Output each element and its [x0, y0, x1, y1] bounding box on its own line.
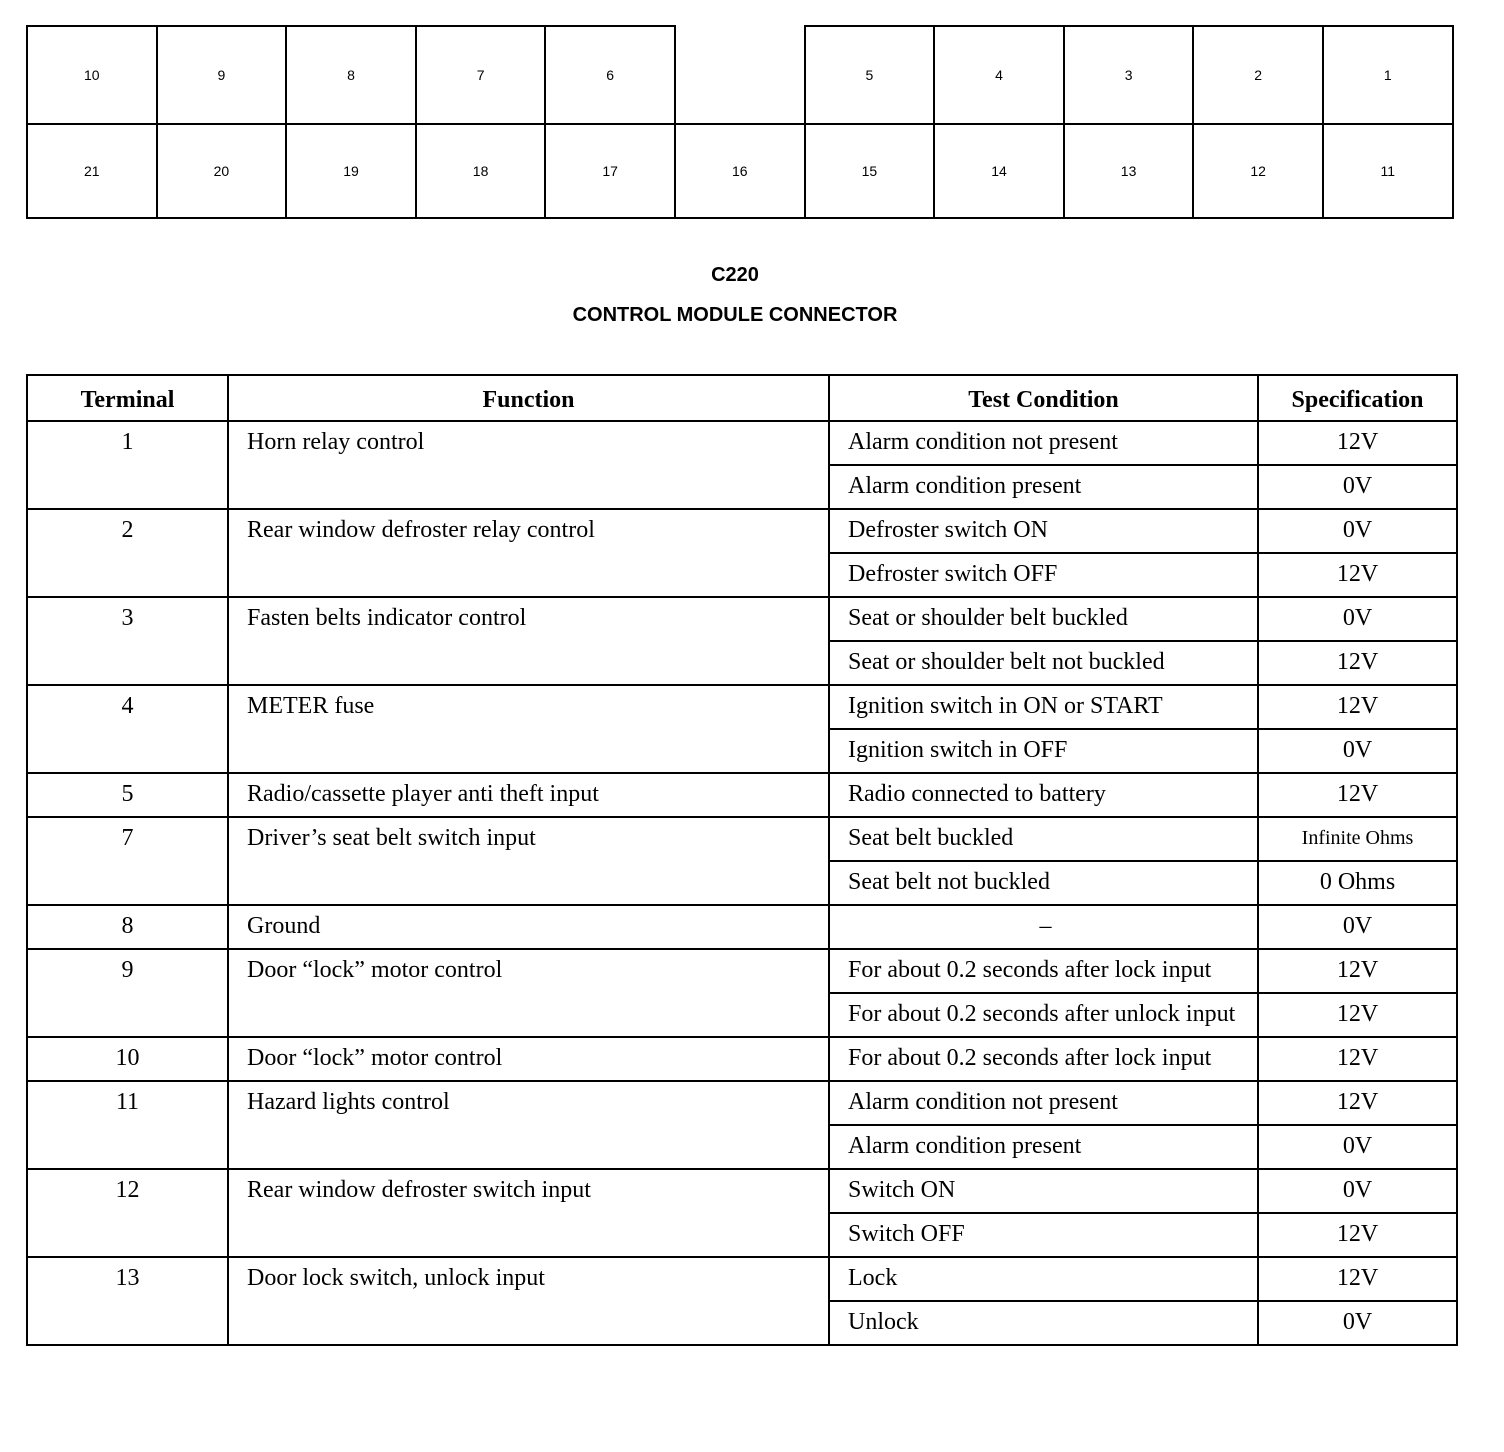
connector-pin [933, 123, 1065, 219]
pin-number: 5 [865, 67, 874, 83]
connector-pin [156, 25, 288, 125]
table-row [27, 1257, 1457, 1301]
pin-number: 1 [1383, 67, 1392, 83]
test-condition-cell: Alarm condition not present [829, 1081, 1258, 1125]
connector-pin [1322, 123, 1454, 219]
connector-label: C220 [711, 264, 759, 286]
pin-number: 19 [343, 163, 359, 179]
terminal-cell: 7 [27, 817, 228, 905]
test-condition-cell: Alarm condition present [829, 1125, 1258, 1169]
terminal-cell: 3 [27, 597, 228, 685]
test-condition-cell: Radio connected to battery [829, 773, 1258, 817]
specification-cell: Infinite Ohms [1258, 817, 1457, 861]
pin-number: 16 [732, 163, 748, 179]
specification-cell: 0V [1258, 509, 1457, 553]
connector-caption: CONTROL MODULE CONNECTOR [572, 304, 898, 326]
test-condition-cell: Ignition switch in ON or START [829, 685, 1258, 729]
specification-cell: 12V [1258, 641, 1457, 685]
test-condition-cell: Alarm condition not present [829, 421, 1258, 465]
connector-pin [933, 25, 1065, 125]
pin-number: 17 [602, 163, 618, 179]
table-row [27, 509, 1457, 553]
function-cell: Driver’s seat belt switch input [228, 817, 829, 905]
table-header-row [27, 375, 1457, 421]
connector-pin [285, 123, 417, 219]
function-cell: Radio/cassette player anti theft input [228, 773, 829, 817]
connector-pin [1322, 25, 1454, 125]
terminal-cell: 11 [27, 1081, 228, 1169]
test-condition-cell: For about 0.2 seconds after lock input [829, 949, 1258, 993]
connector-pin [1063, 25, 1195, 125]
specification-cell: 0V [1258, 1169, 1457, 1213]
test-condition-cell: Ignition switch in OFF [829, 729, 1258, 773]
table-row [27, 685, 1457, 729]
connector-diagram [26, 25, 1452, 219]
connector-pin [1192, 25, 1324, 125]
header-specification: Specification [1258, 375, 1457, 421]
table-row [27, 817, 1457, 861]
pin-number: 3 [1124, 67, 1133, 83]
test-condition-cell: Seat or shoulder belt not buckled [829, 641, 1258, 685]
table-row [27, 905, 1457, 949]
terminal-cell: 9 [27, 949, 228, 1037]
specification-cell: 12V [1258, 993, 1457, 1037]
function-cell: Rear window defroster relay control [228, 509, 829, 597]
specification-cell: 0V [1258, 597, 1457, 641]
specification-cell: 12V [1258, 1037, 1457, 1081]
function-cell: Rear window defroster switch input [228, 1169, 829, 1257]
test-condition-cell: For about 0.2 seconds after lock input [829, 1037, 1258, 1081]
function-cell: METER fuse [228, 685, 829, 773]
terminal-cell: 8 [27, 905, 228, 949]
pin-number: 18 [472, 163, 489, 179]
test-condition-cell: Unlock [829, 1301, 1258, 1345]
test-condition-cell: Lock [829, 1257, 1258, 1301]
pin-number: 7 [476, 67, 485, 83]
test-condition-cell: Switch OFF [829, 1213, 1258, 1257]
test-condition-cell: – [829, 905, 1258, 949]
function-cell: Door “lock” motor control [228, 949, 829, 1037]
pin-number: 9 [217, 67, 226, 83]
test-condition-cell: Switch ON [829, 1169, 1258, 1213]
terminal-spec-table [26, 374, 1458, 1346]
specification-cell: 12V [1258, 773, 1457, 817]
function-cell: Door “lock” motor control [228, 1037, 829, 1081]
test-condition-cell: Seat or shoulder belt buckled [829, 597, 1258, 641]
specification-cell: 12V [1258, 949, 1457, 993]
connector-pin [544, 123, 676, 219]
connector-pin [674, 123, 806, 219]
test-condition-cell: Alarm condition present [829, 465, 1258, 509]
connector-pin [26, 123, 158, 219]
terminal-cell: 5 [27, 773, 228, 817]
table-row [27, 1169, 1457, 1213]
pin-number: 6 [606, 67, 615, 83]
test-condition-cell: Seat belt buckled [829, 817, 1258, 861]
header-terminal: Terminal [27, 375, 228, 421]
terminal-cell: 4 [27, 685, 228, 773]
pin-number: 13 [1120, 163, 1137, 179]
specification-cell: 0V [1258, 729, 1457, 773]
table-row [27, 949, 1457, 993]
connector-pin [544, 25, 676, 125]
table-row [27, 1081, 1457, 1125]
pin-number: 8 [347, 67, 355, 83]
terminal-cell: 13 [27, 1257, 228, 1345]
connector-pin [156, 123, 288, 219]
terminal-cell: 10 [27, 1037, 228, 1081]
table-row [27, 597, 1457, 641]
test-condition-cell: Seat belt not buckled [829, 861, 1258, 905]
specification-cell: 0V [1258, 1125, 1457, 1169]
pin-number: 12 [1250, 163, 1266, 179]
connector-pin [285, 25, 417, 125]
table-row [27, 421, 1457, 465]
table-row [27, 773, 1457, 817]
function-cell: Fasten belts indicator control [228, 597, 829, 685]
pin-number: 15 [861, 163, 878, 179]
pin-number: 2 [1254, 67, 1263, 83]
connector-pin [1192, 123, 1324, 219]
specification-cell: 12V [1258, 685, 1457, 729]
specification-cell: 0 Ohms [1258, 861, 1457, 905]
specification-cell: 0V [1258, 465, 1457, 509]
specification-cell: 12V [1258, 1213, 1457, 1257]
pin-number: 21 [84, 163, 100, 179]
table-row [27, 1037, 1457, 1081]
function-cell: Horn relay control [228, 421, 829, 509]
connector-pin [415, 25, 547, 125]
connector-pin [804, 25, 936, 125]
connector-pin [415, 123, 547, 219]
specification-cell: 12V [1258, 421, 1457, 465]
function-cell: Hazard lights control [228, 1081, 829, 1169]
pin-number: 14 [991, 163, 1007, 179]
header-function: Function [228, 375, 829, 421]
specification-cell: 0V [1258, 905, 1457, 949]
connector-pin [1063, 123, 1195, 219]
test-condition-cell: Defroster switch ON [829, 509, 1258, 553]
terminal-cell: 1 [27, 421, 228, 509]
pin-number: 11 [1380, 163, 1396, 179]
pin-number: 4 [995, 67, 1003, 83]
test-condition-cell: For about 0.2 seconds after unlock input [829, 993, 1258, 1037]
connector-pin [804, 123, 936, 219]
specification-cell: 0V [1258, 1301, 1457, 1345]
terminal-cell: 12 [27, 1169, 228, 1257]
header-test-condition: Test Condition [829, 375, 1258, 421]
test-condition-cell: Defroster switch OFF [829, 553, 1258, 597]
specification-cell: 12V [1258, 1081, 1457, 1125]
terminal-cell: 2 [27, 509, 228, 597]
specification-cell: 12V [1258, 1257, 1457, 1301]
function-cell: Door lock switch, unlock input [228, 1257, 829, 1345]
function-cell: Ground [228, 905, 829, 949]
pin-number: 10 [84, 67, 100, 83]
specification-cell: 12V [1258, 553, 1457, 597]
pin-number: 20 [213, 163, 230, 179]
connector-pin [26, 25, 158, 125]
